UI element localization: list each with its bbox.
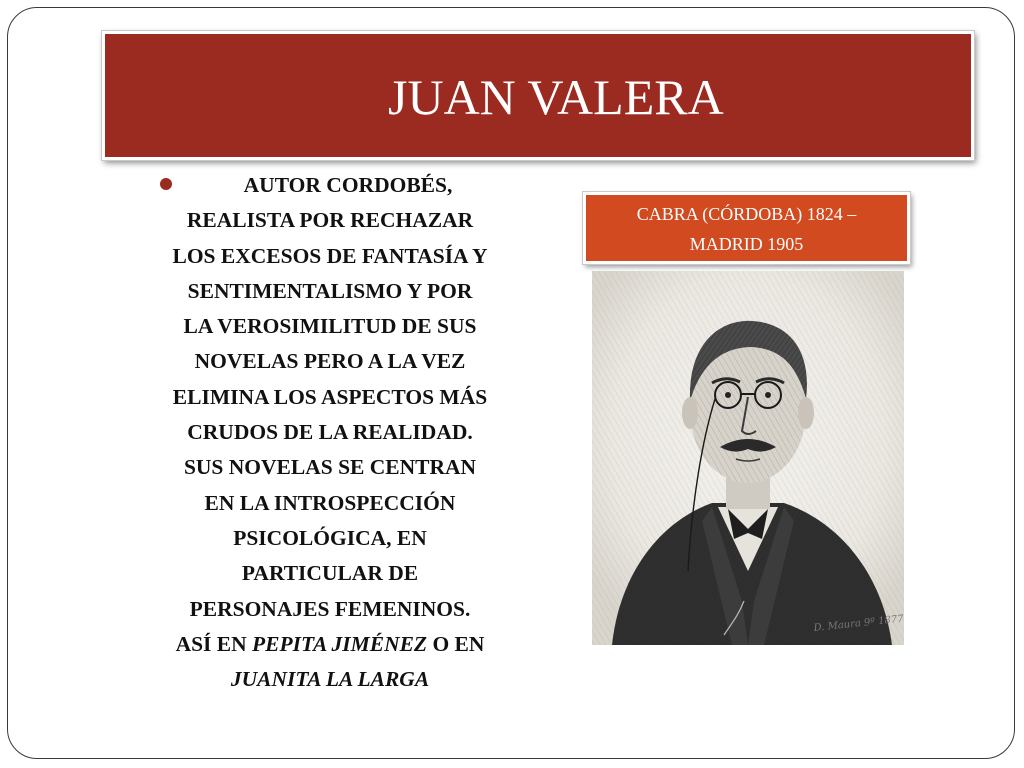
caption-line-1: CABRA (CÓRDOBA) 1824 –: [636, 204, 857, 224]
body-line: REALISTA POR RECHAZAR: [186, 208, 474, 233]
body-text: [125, 168, 535, 697]
novel-title: JUANITA LA LARGA: [230, 667, 430, 692]
body-line: EN LA INTROSPECCIÓN: [204, 490, 456, 515]
body-line: ELIMINA LOS ASPECTOS MÁS: [172, 384, 488, 409]
caption-box: [583, 192, 910, 264]
caption-line-2: MADRID 1905: [689, 234, 804, 254]
novel-title: PEPITA JIMÉNEZ: [252, 631, 428, 656]
artist-signature: D. Maura 9º 1877: [813, 613, 904, 634]
body-line: CRUDOS DE LA REALIDAD.: [187, 420, 473, 445]
body-line: PARTICULAR DE: [241, 561, 419, 586]
body-line: LOS EXCESOS DE FANTASÍA Y: [172, 243, 488, 268]
body-line: PERSONAJES FEMENINOS.: [189, 596, 471, 621]
portrait-engraving: [592, 271, 904, 645]
body-line: LA VEROSIMILITUD DE SUS: [183, 314, 477, 339]
title-bar: [102, 31, 974, 160]
body-line: ASÍ EN: [175, 631, 253, 656]
portrait-image: [592, 271, 904, 645]
slide-title: JUAN VALERA: [388, 69, 724, 125]
body-line: SUS NOVELAS SE CENTRAN: [183, 455, 477, 480]
body-line: PSICOLÓGICA, EN: [233, 525, 427, 550]
body-line: SENTIMENTALISMO Y POR: [187, 278, 473, 303]
body-line: NOVELAS PERO A LA VEZ: [194, 349, 466, 374]
body-line: AUTOR CORDOBÉS,: [243, 173, 453, 197]
body-line: O EN: [427, 631, 485, 656]
